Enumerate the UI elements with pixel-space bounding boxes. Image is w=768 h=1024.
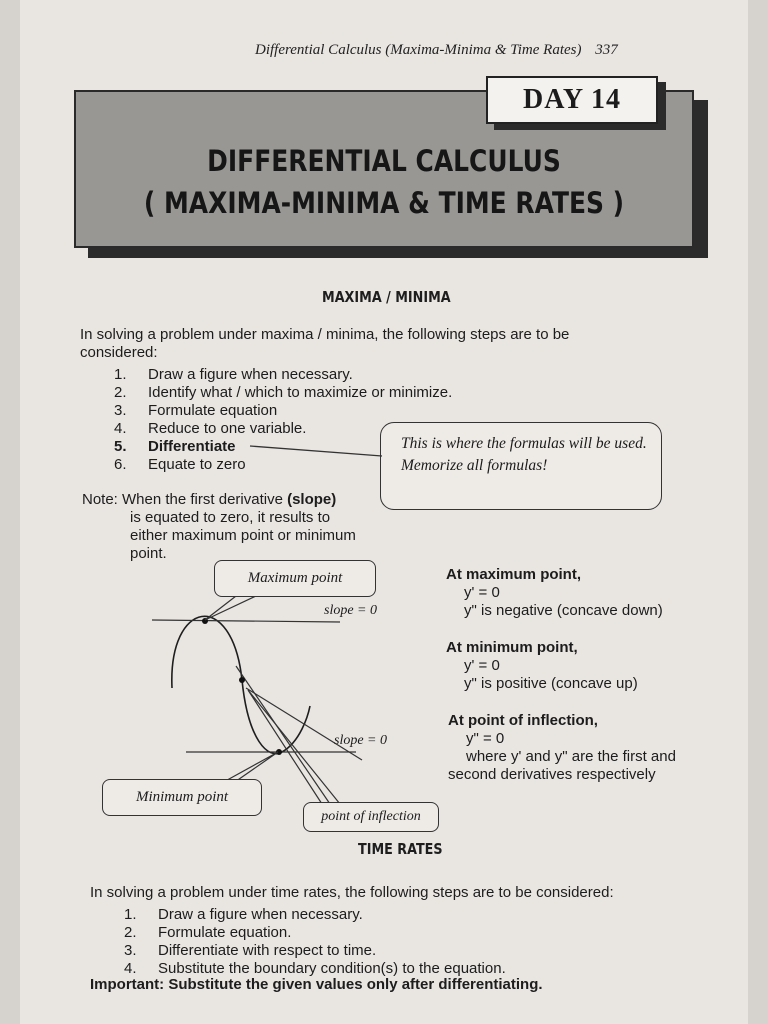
step-item: 3. Formulate equation xyxy=(114,402,278,419)
top-tangent-line xyxy=(152,620,340,622)
chapter-title-line2: ( MAXIMA-MINIMA & TIME RATES ) xyxy=(143,186,625,220)
inflection-conditions: At point of inflection, y" = 0 where y' and y" are the first and second derivatives respectively xyxy=(448,712,676,783)
min-heading: At minimum point, xyxy=(446,639,578,656)
step-item: 2. Formulate equation. xyxy=(124,924,292,941)
step-item: 6. Equate to zero xyxy=(114,456,246,473)
infl-heading: At point of inflection, xyxy=(448,712,598,729)
running-head-title: Differential Calculus (Maxima-Minima & Time Rates) xyxy=(255,42,582,58)
step-item: 2. Identify what / which to maximize or minimize. xyxy=(114,384,453,401)
maximum-label-pointer xyxy=(205,596,256,620)
slope-bottom-label: slope = 0 xyxy=(334,733,387,748)
time-rates-intro: In solving a problem under time rates, the following steps are to be considered: xyxy=(90,884,614,901)
step-item: 3. Differentiate with respect to time. xyxy=(124,942,377,959)
time-rates-heading: TIME RATES xyxy=(358,840,443,858)
maxima-minima-intro: In solving a problem under maxima / minima, the following steps are to be considered: xyxy=(80,326,570,361)
step-item: 4. Substitute the boundary condition(s) to the equation. xyxy=(124,960,506,977)
step-item: 1. Draw a figure when necessary. xyxy=(114,366,353,383)
slope-top-label: slope = 0 xyxy=(324,603,377,618)
inflection-point-marker xyxy=(239,677,245,683)
maximum-point-label: Maximum point xyxy=(214,560,376,597)
step-item: 5. Differentiate xyxy=(114,438,236,455)
function-curve xyxy=(172,616,310,753)
maxima-minima-heading: MAXIMA / MINIMA xyxy=(322,288,451,306)
important-note: Important: Substitute the given values only after differentiating. xyxy=(90,976,543,993)
step-item: 4. Reduce to one variable. xyxy=(114,420,307,437)
callout-pointer xyxy=(250,446,382,456)
max-heading: At maximum point, xyxy=(446,566,582,583)
time-rates-steps xyxy=(124,906,506,978)
page-number: 337 xyxy=(595,42,618,58)
formulas-callout: This is where the formulas will be used. Memorize all formulas! xyxy=(380,422,662,510)
day-badge: DAY 14 xyxy=(486,76,658,124)
inflection-point-label: point of inflection xyxy=(303,802,439,832)
maximum-conditions: At maximum point, y' = 0 y" is negative (concave down) xyxy=(446,566,663,619)
chapter-title-line1: DIFFERENTIAL CALCULUS xyxy=(207,144,561,178)
step-item: 1. Draw a figure when necessary. xyxy=(124,906,363,923)
derivative-note: Note: When the first derivative (slope) is equated to zero, it results to either maximum point or minimum point. xyxy=(82,491,356,562)
inflection-secondary-line xyxy=(246,688,362,760)
minimum-point-label: Minimum point xyxy=(102,779,262,816)
minimum-conditions: At minimum point, y' = 0 y" is positive (concave up) xyxy=(446,639,638,692)
